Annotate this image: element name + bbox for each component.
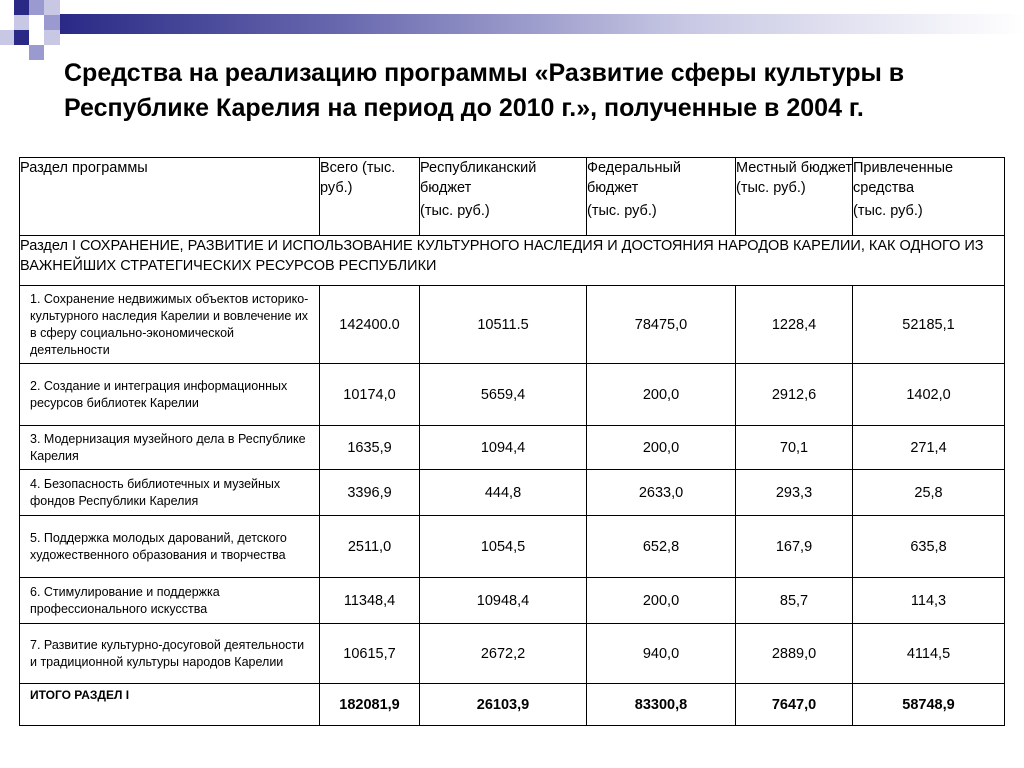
- cell-republic: 5659,4: [420, 364, 587, 426]
- program-funding-table: [19, 157, 1005, 726]
- header-cell: Местный бюджет (тыс. руб.): [736, 158, 853, 236]
- table-header-row: [20, 158, 1005, 236]
- table-row: [20, 470, 1005, 516]
- cell-local: 2912,6: [736, 364, 853, 426]
- cell-total: 142400.0: [320, 286, 420, 364]
- cell-republic: 1054,5: [420, 516, 587, 578]
- total-label: ИТОГО РАЗДЕЛ I: [20, 684, 320, 726]
- row-label: 1. Сохранение недвижимых объектов историко-культурного наследия Карелии и вовлечение их в сферу социально-экономической деятельности: [20, 286, 320, 364]
- row-label: 3. Модернизация музейного дела в Республике Карелия: [20, 426, 320, 470]
- cell-local: 293,3: [736, 470, 853, 516]
- table-row: [20, 364, 1005, 426]
- cell-attracted: 114,3: [853, 578, 1005, 624]
- section-row: [20, 236, 1005, 286]
- header-cell: Всего (тыс. руб.): [320, 158, 420, 236]
- cell-republic: 1094,4: [420, 426, 587, 470]
- banner-square-icon: [44, 15, 60, 30]
- cell-total: 1635,9: [320, 426, 420, 470]
- cell-attracted: 4114,5: [853, 624, 1005, 684]
- header-cell: Раздел программы: [20, 158, 320, 236]
- cell-federal: 2633,0: [587, 470, 736, 516]
- table-row: [20, 624, 1005, 684]
- cell-attracted: 1402,0: [853, 364, 1005, 426]
- total-cell-federal: 83300,8: [587, 684, 736, 726]
- cell-total: 2511,0: [320, 516, 420, 578]
- cell-local: 167,9: [736, 516, 853, 578]
- header-cell: Привлеченные средства (тыс. руб.): [853, 158, 1005, 236]
- cell-republic: 10511.5: [420, 286, 587, 364]
- banner-gradient-bar: [60, 14, 1024, 34]
- cell-local: 1228,4: [736, 286, 853, 364]
- cell-federal: 78475,0: [587, 286, 736, 364]
- banner-square-icon: [44, 0, 60, 15]
- cell-local: 70,1: [736, 426, 853, 470]
- header-cell: Республиканский бюджет (тыс. руб.): [420, 158, 587, 236]
- cell-federal: 940,0: [587, 624, 736, 684]
- total-cell-attracted: 58748,9: [853, 684, 1005, 726]
- cell-local: 2889,0: [736, 624, 853, 684]
- slide-title: Средства на реализацию программы «Развитие сферы культуры в Республике Карелия на период до 2010 г.», полученные в 2004 г.: [64, 59, 905, 122]
- banner-square-icon: [44, 30, 60, 45]
- banner-square-icon: [0, 30, 14, 45]
- total-cell-local: 7647,0: [736, 684, 853, 726]
- table-row: [20, 578, 1005, 624]
- cell-federal: 200,0: [587, 578, 736, 624]
- cell-total: 11348,4: [320, 578, 420, 624]
- cell-attracted: 25,8: [853, 470, 1005, 516]
- row-label: 7. Развитие культурно-досуговой деятельности и традиционной культуры народов Карелии: [20, 624, 320, 684]
- cell-attracted: 52185,1: [853, 286, 1005, 364]
- cell-total: 3396,9: [320, 470, 420, 516]
- header-cell: Федеральный бюджет (тыс. руб.): [587, 158, 736, 236]
- banner-square-icon: [14, 30, 29, 45]
- cell-total: 10615,7: [320, 624, 420, 684]
- table-row: [20, 516, 1005, 578]
- cell-total: 10174,0: [320, 364, 420, 426]
- cell-republic: 2672,2: [420, 624, 587, 684]
- banner-square-icon: [29, 45, 44, 60]
- table-total-row: [20, 684, 1005, 726]
- cell-republic: 444,8: [420, 470, 587, 516]
- banner-square-icon: [14, 0, 29, 15]
- row-label: 6. Стимулирование и поддержка профессионального искусства: [20, 578, 320, 624]
- banner-square-icon: [14, 15, 29, 30]
- cell-federal: 200,0: [587, 426, 736, 470]
- row-label: 5. Поддержка молодых дарований, детского художественного образования и творчества: [20, 516, 320, 578]
- section-title: Раздел I СОХРАНЕНИЕ, РАЗВИТИЕ И ИСПОЛЬЗОВАНИЕ КУЛЬТУРНОГО НАСЛЕДИЯ И ДОСТОЯНИЯ НАРОДОВ КАРЕЛИИ, КАК ОДНОГО ИЗ ВАЖНЕЙШИХ СТРАТЕГИЧЕСКИХ РЕСУРСОВ РЕСПУБЛИКИ: [20, 236, 1005, 286]
- total-cell-total: 182081,9: [320, 684, 420, 726]
- total-cell-republic: 26103,9: [420, 684, 587, 726]
- row-label: 4. Безопасность библиотечных и музейных фондов Республики Карелия: [20, 470, 320, 516]
- cell-attracted: 635,8: [853, 516, 1005, 578]
- banner-square-icon: [29, 15, 44, 30]
- cell-attracted: 271,4: [853, 426, 1005, 470]
- decorative-banner: [0, 0, 1024, 60]
- row-label: 2. Создание и интеграция информационных ресурсов библиотек Карелии: [20, 364, 320, 426]
- table-row: [20, 286, 1005, 364]
- table-row: [20, 426, 1005, 470]
- cell-local: 85,7: [736, 578, 853, 624]
- cell-federal: 652,8: [587, 516, 736, 578]
- banner-square-icon: [29, 0, 44, 15]
- cell-republic: 10948,4: [420, 578, 587, 624]
- cell-federal: 200,0: [587, 364, 736, 426]
